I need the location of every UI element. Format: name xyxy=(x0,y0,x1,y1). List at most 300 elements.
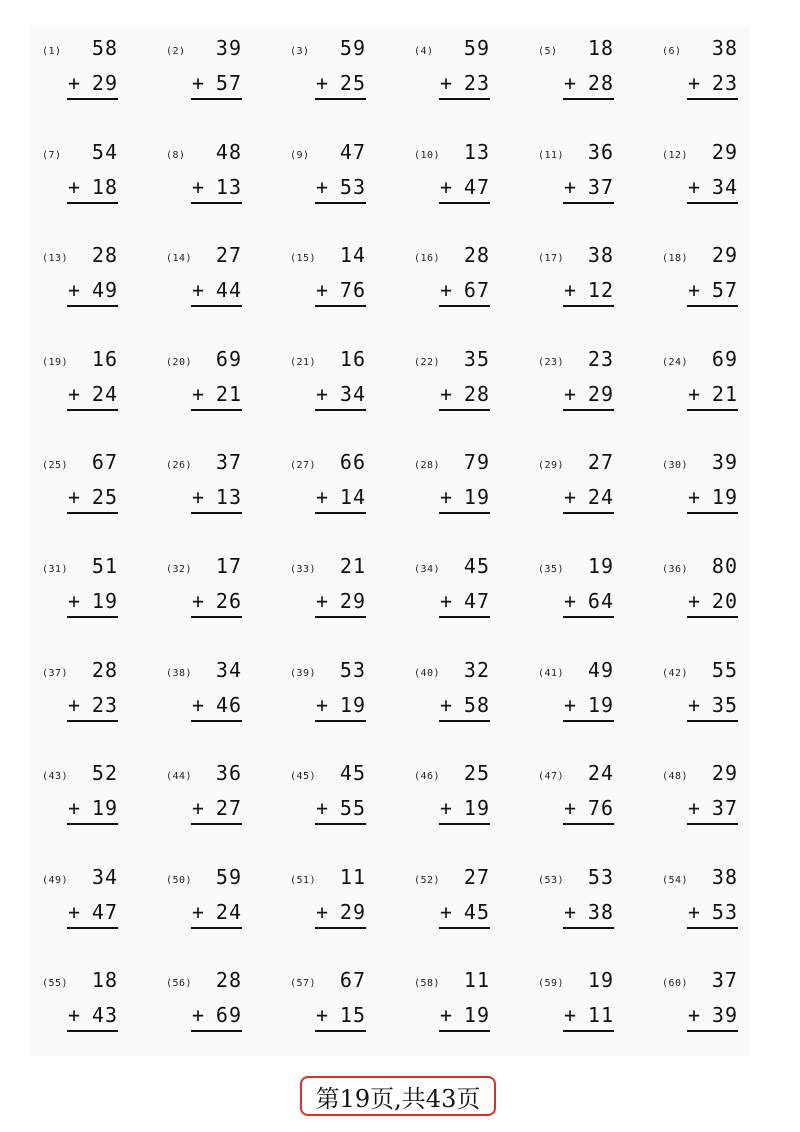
answer-line xyxy=(315,409,366,411)
second-addend: 49 xyxy=(91,278,118,303)
answer-line xyxy=(563,1030,614,1032)
second-addend-row xyxy=(192,71,242,95)
problem-number: (54) xyxy=(662,874,689,886)
plus-operator: + xyxy=(316,796,330,821)
plus-operator: + xyxy=(316,381,330,406)
answer-line xyxy=(315,202,366,204)
second-addend-row xyxy=(68,71,118,95)
second-addend: 29 xyxy=(339,899,366,924)
problem-number: (55) xyxy=(42,978,69,990)
problem-number: (59) xyxy=(538,978,565,990)
answer-line xyxy=(563,720,614,722)
plus-operator: + xyxy=(688,278,702,303)
answer-line xyxy=(439,512,490,514)
second-addend-row xyxy=(192,485,242,509)
answer-line xyxy=(439,616,490,618)
problem-number: (47) xyxy=(538,771,565,783)
addition-problem xyxy=(406,548,530,652)
first-addend: 51 xyxy=(91,553,118,578)
plus-operator: + xyxy=(688,796,702,821)
plus-operator: + xyxy=(68,1003,82,1028)
answer-line xyxy=(563,409,614,411)
answer-line xyxy=(439,98,490,100)
answer-line xyxy=(191,616,242,618)
addition-problem xyxy=(282,237,406,341)
problem-number: (33) xyxy=(290,563,317,575)
plus-operator: + xyxy=(440,174,454,199)
second-addend-row xyxy=(192,796,242,820)
answer-line xyxy=(439,927,490,929)
addition-problem xyxy=(34,652,158,756)
answer-line xyxy=(315,720,366,722)
addition-problem xyxy=(158,341,282,445)
addition-problem xyxy=(530,341,654,445)
problem-number: (27) xyxy=(290,460,317,472)
plus-operator: + xyxy=(68,174,82,199)
problem-number: (12) xyxy=(662,149,689,161)
addition-problem xyxy=(34,755,158,859)
answer-line xyxy=(67,823,118,825)
first-addend: 48 xyxy=(215,139,242,164)
second-addend-row xyxy=(440,1003,490,1027)
problem-number: (57) xyxy=(290,978,317,990)
second-addend: 19 xyxy=(91,588,118,613)
second-addend-row xyxy=(192,382,242,406)
plus-operator: + xyxy=(440,71,454,95)
first-addend: 67 xyxy=(339,968,366,993)
second-addend: 25 xyxy=(339,71,366,95)
second-addend: 23 xyxy=(91,692,118,717)
answer-line xyxy=(67,1030,118,1032)
plus-operator: + xyxy=(316,899,330,924)
plus-operator: + xyxy=(192,588,206,613)
second-addend-row xyxy=(316,1003,366,1027)
answer-line xyxy=(439,720,490,722)
second-addend-row xyxy=(440,796,490,820)
first-addend: 53 xyxy=(587,864,614,889)
problem-number: (8) xyxy=(166,149,186,161)
addition-problem xyxy=(530,30,654,134)
first-addend: 28 xyxy=(215,968,242,993)
second-addend-row xyxy=(440,175,490,199)
answer-line xyxy=(191,823,242,825)
addition-problem xyxy=(530,652,654,756)
plus-operator: + xyxy=(68,278,82,303)
second-addend: 19 xyxy=(91,796,118,821)
addition-problem xyxy=(530,962,654,1066)
addition-problem xyxy=(34,548,158,652)
addition-problem xyxy=(654,962,778,1066)
answer-line xyxy=(687,409,738,411)
plus-operator: + xyxy=(316,174,330,199)
second-addend: 19 xyxy=(339,692,366,717)
addition-problem xyxy=(158,444,282,548)
addition-problem xyxy=(158,652,282,756)
plus-operator: + xyxy=(316,1003,330,1028)
answer-line xyxy=(439,305,490,307)
plus-operator: + xyxy=(192,796,206,821)
addition-problem xyxy=(282,134,406,238)
addition-problem xyxy=(654,134,778,238)
first-addend: 24 xyxy=(587,761,614,786)
addition-problem xyxy=(654,652,778,756)
second-addend-row xyxy=(316,693,366,717)
second-addend: 14 xyxy=(339,485,366,510)
first-addend: 55 xyxy=(711,657,738,682)
addition-problem xyxy=(406,341,530,445)
addition-problem xyxy=(282,341,406,445)
first-addend: 54 xyxy=(91,139,118,164)
answer-line xyxy=(687,98,738,100)
second-addend-row xyxy=(688,382,738,406)
problem-number: (24) xyxy=(662,356,689,368)
second-addend-row xyxy=(192,278,242,302)
second-addend-row xyxy=(440,485,490,509)
problem-number: (48) xyxy=(662,771,689,783)
plus-operator: + xyxy=(440,1003,454,1028)
addition-problem xyxy=(282,962,406,1066)
second-addend: 53 xyxy=(339,174,366,199)
addition-problem xyxy=(34,30,158,134)
second-addend-row xyxy=(564,796,614,820)
first-addend: 27 xyxy=(587,450,614,475)
problem-number: (37) xyxy=(42,667,69,679)
addition-problem xyxy=(34,134,158,238)
answer-line xyxy=(315,616,366,618)
plus-operator: + xyxy=(192,278,206,303)
first-addend: 25 xyxy=(463,761,490,786)
first-addend: 69 xyxy=(215,346,242,371)
first-addend: 23 xyxy=(587,346,614,371)
second-addend-row xyxy=(688,589,738,613)
plus-operator: + xyxy=(68,485,82,510)
problem-number: (52) xyxy=(414,874,441,886)
plus-operator: + xyxy=(316,485,330,510)
second-addend-row xyxy=(688,278,738,302)
addition-problem xyxy=(530,859,654,963)
second-addend-row xyxy=(688,796,738,820)
first-addend: 29 xyxy=(711,139,738,164)
addition-problem xyxy=(406,134,530,238)
plus-operator: + xyxy=(688,692,702,717)
problem-number: (44) xyxy=(166,771,193,783)
problem-number: (36) xyxy=(662,563,689,575)
second-addend: 64 xyxy=(587,588,614,613)
second-addend-row xyxy=(192,1003,242,1027)
page-indicator-label: 第19页,共43页 xyxy=(315,1084,481,1113)
answer-line xyxy=(191,202,242,204)
second-addend-row xyxy=(564,1003,614,1027)
problem-number: (50) xyxy=(166,874,193,886)
second-addend: 19 xyxy=(587,692,614,717)
plus-operator: + xyxy=(192,1003,206,1028)
first-addend: 11 xyxy=(463,968,490,993)
first-addend: 67 xyxy=(91,450,118,475)
problem-number: (38) xyxy=(166,667,193,679)
second-addend-row xyxy=(316,589,366,613)
second-addend: 46 xyxy=(215,692,242,717)
second-addend: 28 xyxy=(463,381,490,406)
second-addend: 29 xyxy=(339,588,366,613)
answer-line xyxy=(439,823,490,825)
addition-problem xyxy=(282,755,406,859)
problem-number: (3) xyxy=(290,46,310,57)
plus-operator: + xyxy=(564,174,578,199)
problem-grid xyxy=(34,30,774,1066)
addition-problem xyxy=(530,548,654,652)
first-addend: 38 xyxy=(711,864,738,889)
second-addend-row xyxy=(68,796,118,820)
first-addend: 34 xyxy=(215,657,242,682)
second-addend-row xyxy=(688,900,738,924)
second-addend: 76 xyxy=(587,796,614,821)
problem-number: (14) xyxy=(166,253,193,265)
problem-number: (4) xyxy=(414,46,434,57)
problem-number: (43) xyxy=(42,771,69,783)
first-addend: 79 xyxy=(463,450,490,475)
problem-number: (35) xyxy=(538,563,565,575)
answer-line xyxy=(687,1030,738,1032)
answer-line xyxy=(67,616,118,618)
first-addend: 19 xyxy=(587,968,614,993)
problem-number: (45) xyxy=(290,771,317,783)
second-addend: 19 xyxy=(711,485,738,510)
answer-line xyxy=(191,512,242,514)
plus-operator: + xyxy=(564,485,578,510)
first-addend: 45 xyxy=(463,553,490,578)
problem-number: (32) xyxy=(166,563,193,575)
plus-operator: + xyxy=(440,796,454,821)
addition-problem xyxy=(34,859,158,963)
answer-line xyxy=(687,823,738,825)
second-addend-row xyxy=(564,175,614,199)
problem-number: (20) xyxy=(166,356,193,368)
first-addend: 28 xyxy=(91,243,118,268)
first-addend: 45 xyxy=(339,761,366,786)
answer-line xyxy=(315,823,366,825)
plus-operator: + xyxy=(68,588,82,613)
problem-number: (31) xyxy=(42,563,69,575)
second-addend: 35 xyxy=(711,692,738,717)
addition-problem xyxy=(282,444,406,548)
second-addend: 76 xyxy=(339,278,366,303)
second-addend: 19 xyxy=(463,485,490,510)
problem-number: (26) xyxy=(166,460,193,472)
second-addend: 37 xyxy=(587,174,614,199)
answer-line xyxy=(67,98,118,100)
plus-operator: + xyxy=(688,381,702,406)
problem-number: (41) xyxy=(538,667,565,679)
second-addend: 19 xyxy=(463,1003,490,1028)
addition-problem xyxy=(406,30,530,134)
first-addend: 37 xyxy=(711,968,738,993)
answer-line xyxy=(687,305,738,307)
second-addend: 28 xyxy=(587,71,614,95)
addition-problem xyxy=(654,548,778,652)
addition-problem xyxy=(406,652,530,756)
plus-operator: + xyxy=(564,588,578,613)
answer-line xyxy=(67,720,118,722)
first-addend: 29 xyxy=(711,761,738,786)
second-addend-row xyxy=(688,71,738,95)
plus-operator: + xyxy=(440,381,454,406)
plus-operator: + xyxy=(564,899,578,924)
answer-line xyxy=(191,1030,242,1032)
plus-operator: + xyxy=(564,71,578,95)
second-addend-row xyxy=(564,693,614,717)
second-addend-row xyxy=(68,589,118,613)
second-addend: 20 xyxy=(711,588,738,613)
answer-line xyxy=(67,512,118,514)
first-addend: 29 xyxy=(711,243,738,268)
first-addend: 19 xyxy=(587,553,614,578)
first-addend: 11 xyxy=(339,864,366,889)
answer-line xyxy=(315,512,366,514)
plus-operator: + xyxy=(316,71,330,95)
answer-line xyxy=(191,720,242,722)
first-addend: 58 xyxy=(91,36,118,60)
addition-problem xyxy=(34,341,158,445)
answer-line xyxy=(687,512,738,514)
addition-problem xyxy=(530,444,654,548)
first-addend: 37 xyxy=(215,450,242,475)
answer-line xyxy=(67,305,118,307)
problem-number: (6) xyxy=(662,46,682,57)
problem-number: (51) xyxy=(290,874,317,886)
plus-operator: + xyxy=(564,381,578,406)
second-addend-row xyxy=(440,693,490,717)
second-addend: 47 xyxy=(91,899,118,924)
second-addend: 37 xyxy=(711,796,738,821)
addition-problem xyxy=(158,30,282,134)
second-addend-row xyxy=(316,175,366,199)
answer-line xyxy=(191,409,242,411)
problem-number: (28) xyxy=(414,460,441,472)
first-addend: 18 xyxy=(91,968,118,993)
second-addend: 34 xyxy=(711,174,738,199)
plus-operator: + xyxy=(68,899,82,924)
plus-operator: + xyxy=(316,692,330,717)
second-addend: 24 xyxy=(215,899,242,924)
addition-problem xyxy=(158,134,282,238)
plus-operator: + xyxy=(192,174,206,199)
plus-operator: + xyxy=(192,692,206,717)
plus-operator: + xyxy=(440,588,454,613)
plus-operator: + xyxy=(688,899,702,924)
addition-problem xyxy=(406,962,530,1066)
first-addend: 21 xyxy=(339,553,366,578)
second-addend: 44 xyxy=(215,278,242,303)
answer-line xyxy=(687,616,738,618)
second-addend: 47 xyxy=(463,174,490,199)
plus-operator: + xyxy=(316,588,330,613)
addition-problem xyxy=(654,755,778,859)
second-addend: 55 xyxy=(339,796,366,821)
second-addend-row xyxy=(440,71,490,95)
problem-number: (2) xyxy=(166,46,186,57)
first-addend: 17 xyxy=(215,553,242,578)
plus-operator: + xyxy=(440,899,454,924)
problem-number: (30) xyxy=(662,460,689,472)
first-addend: 34 xyxy=(91,864,118,889)
second-addend: 27 xyxy=(215,796,242,821)
addition-problem xyxy=(282,652,406,756)
answer-line xyxy=(563,823,614,825)
problem-number: (5) xyxy=(538,46,558,57)
second-addend-row xyxy=(564,485,614,509)
problem-number: (46) xyxy=(414,771,441,783)
addition-problem xyxy=(530,755,654,859)
first-addend: 36 xyxy=(587,139,614,164)
second-addend: 29 xyxy=(587,381,614,406)
second-addend: 39 xyxy=(711,1003,738,1028)
addition-problem xyxy=(34,962,158,1066)
answer-line xyxy=(191,927,242,929)
plus-operator: + xyxy=(192,485,206,510)
answer-line xyxy=(67,409,118,411)
problem-number: (9) xyxy=(290,149,310,161)
plus-operator: + xyxy=(564,278,578,303)
answer-line xyxy=(563,98,614,100)
second-addend-row xyxy=(192,693,242,717)
second-addend: 24 xyxy=(91,381,118,406)
second-addend-row xyxy=(688,485,738,509)
second-addend: 25 xyxy=(91,485,118,510)
first-addend: 36 xyxy=(215,761,242,786)
addition-problem xyxy=(282,859,406,963)
plus-operator: + xyxy=(688,588,702,613)
first-addend: 80 xyxy=(711,553,738,578)
answer-line xyxy=(563,305,614,307)
first-addend: 59 xyxy=(215,864,242,889)
second-addend: 11 xyxy=(587,1003,614,1028)
second-addend-row xyxy=(316,485,366,509)
answer-line xyxy=(315,927,366,929)
second-addend-row xyxy=(192,175,242,199)
second-addend: 45 xyxy=(463,899,490,924)
second-addend: 69 xyxy=(215,1003,242,1028)
second-addend-row xyxy=(316,900,366,924)
problem-number: (11) xyxy=(538,149,565,161)
addition-problem xyxy=(406,859,530,963)
problem-number: (13) xyxy=(42,253,69,265)
second-addend: 13 xyxy=(215,485,242,510)
second-addend: 21 xyxy=(215,381,242,406)
second-addend: 67 xyxy=(463,278,490,303)
second-addend-row xyxy=(68,175,118,199)
second-addend: 15 xyxy=(339,1003,366,1028)
second-addend: 18 xyxy=(91,174,118,199)
plus-operator: + xyxy=(688,71,702,95)
first-addend: 35 xyxy=(463,346,490,371)
addition-problem xyxy=(34,444,158,548)
second-addend-row xyxy=(688,175,738,199)
problem-number: (39) xyxy=(290,667,317,679)
first-addend: 28 xyxy=(91,657,118,682)
problem-number: (7) xyxy=(42,149,62,161)
second-addend: 23 xyxy=(463,71,490,95)
addition-problem xyxy=(530,237,654,341)
answer-line xyxy=(439,1030,490,1032)
second-addend-row xyxy=(68,1003,118,1027)
first-addend: 52 xyxy=(91,761,118,786)
answer-line xyxy=(67,927,118,929)
answer-line xyxy=(315,98,366,100)
second-addend-row xyxy=(68,900,118,924)
second-addend-row xyxy=(68,278,118,302)
first-addend: 18 xyxy=(587,36,614,60)
plus-operator: + xyxy=(440,692,454,717)
